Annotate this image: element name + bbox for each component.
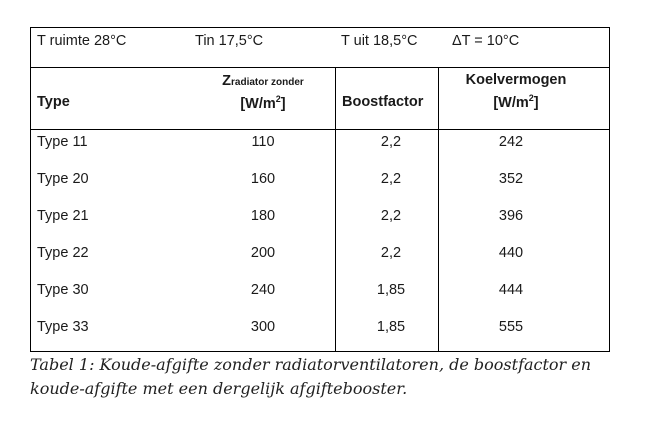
cell-type: Type 20: [37, 171, 89, 187]
cell-type: Type 30: [37, 282, 89, 298]
cell-koel: 242: [498, 134, 524, 150]
header-koel-unit: [W/m: [493, 95, 529, 111]
cell-koel: 396: [498, 208, 524, 224]
header-z-main: Z: [222, 73, 232, 89]
cell-boost: 2,2: [380, 208, 402, 224]
cell-koel: 444: [498, 282, 524, 298]
cell-koel: 555: [498, 319, 524, 335]
table-row: [31, 315, 609, 352]
cell-z: 180: [250, 208, 276, 224]
cell-type: Type 33: [37, 319, 89, 335]
header-koel-title: Koelvermogen: [465, 72, 567, 88]
cell-z: 110: [251, 134, 275, 150]
table-row: [31, 278, 609, 315]
data-table: [30, 27, 610, 352]
cell-type: Type 11: [37, 134, 88, 150]
outlet-temperature: T uit 18,5°C: [341, 33, 418, 49]
cell-boost: 1,85: [376, 282, 406, 298]
header-koel-unit-sup: 2: [528, 93, 534, 104]
header-z-sub: radiator zonder: [231, 77, 304, 88]
table-row: [31, 130, 609, 167]
header-z-unit-end: ]: [280, 96, 286, 112]
cell-z: 200: [250, 245, 276, 261]
header-type: Type: [37, 94, 70, 110]
cell-type: Type 21: [37, 208, 89, 224]
cell-boost: 2,2: [380, 171, 402, 187]
header-row: [31, 68, 609, 130]
table-caption: Tabel 1: Koude-afgifte zonder radiatorventilatoren, de boostfactor en koude-afgifte met een dergelijk afgiftebooster.: [30, 355, 592, 398]
inlet-temperature: Tin 17,5°C: [195, 33, 264, 49]
header-z: [215, 71, 311, 115]
cell-boost: 2,2: [380, 245, 402, 261]
cell-boost: 2,2: [380, 134, 402, 150]
header-koelvermogen: [461, 69, 571, 115]
conditions-row: [31, 28, 609, 68]
header-boostfactor: Boostfactor: [342, 94, 424, 110]
delta-temperature: ΔT = 10°C: [452, 33, 520, 49]
header-z-unit-sup: 2: [275, 94, 281, 105]
cell-koel: 440: [498, 245, 524, 261]
table-row: [31, 204, 609, 241]
cell-z: 300: [250, 319, 276, 335]
table-row: [31, 167, 609, 204]
cell-koel: 352: [498, 171, 524, 187]
cell-z: 240: [250, 282, 276, 298]
cell-boost: 1,85: [376, 319, 406, 335]
cell-type: Type 22: [37, 245, 89, 261]
table-body: [31, 130, 609, 352]
room-temperature: T ruimte 28°C: [37, 33, 127, 49]
header-koel-unit-end: ]: [533, 95, 539, 111]
table-row: [31, 241, 609, 278]
header-z-unit: [W/m: [240, 96, 276, 112]
cell-z: 160: [250, 171, 276, 187]
